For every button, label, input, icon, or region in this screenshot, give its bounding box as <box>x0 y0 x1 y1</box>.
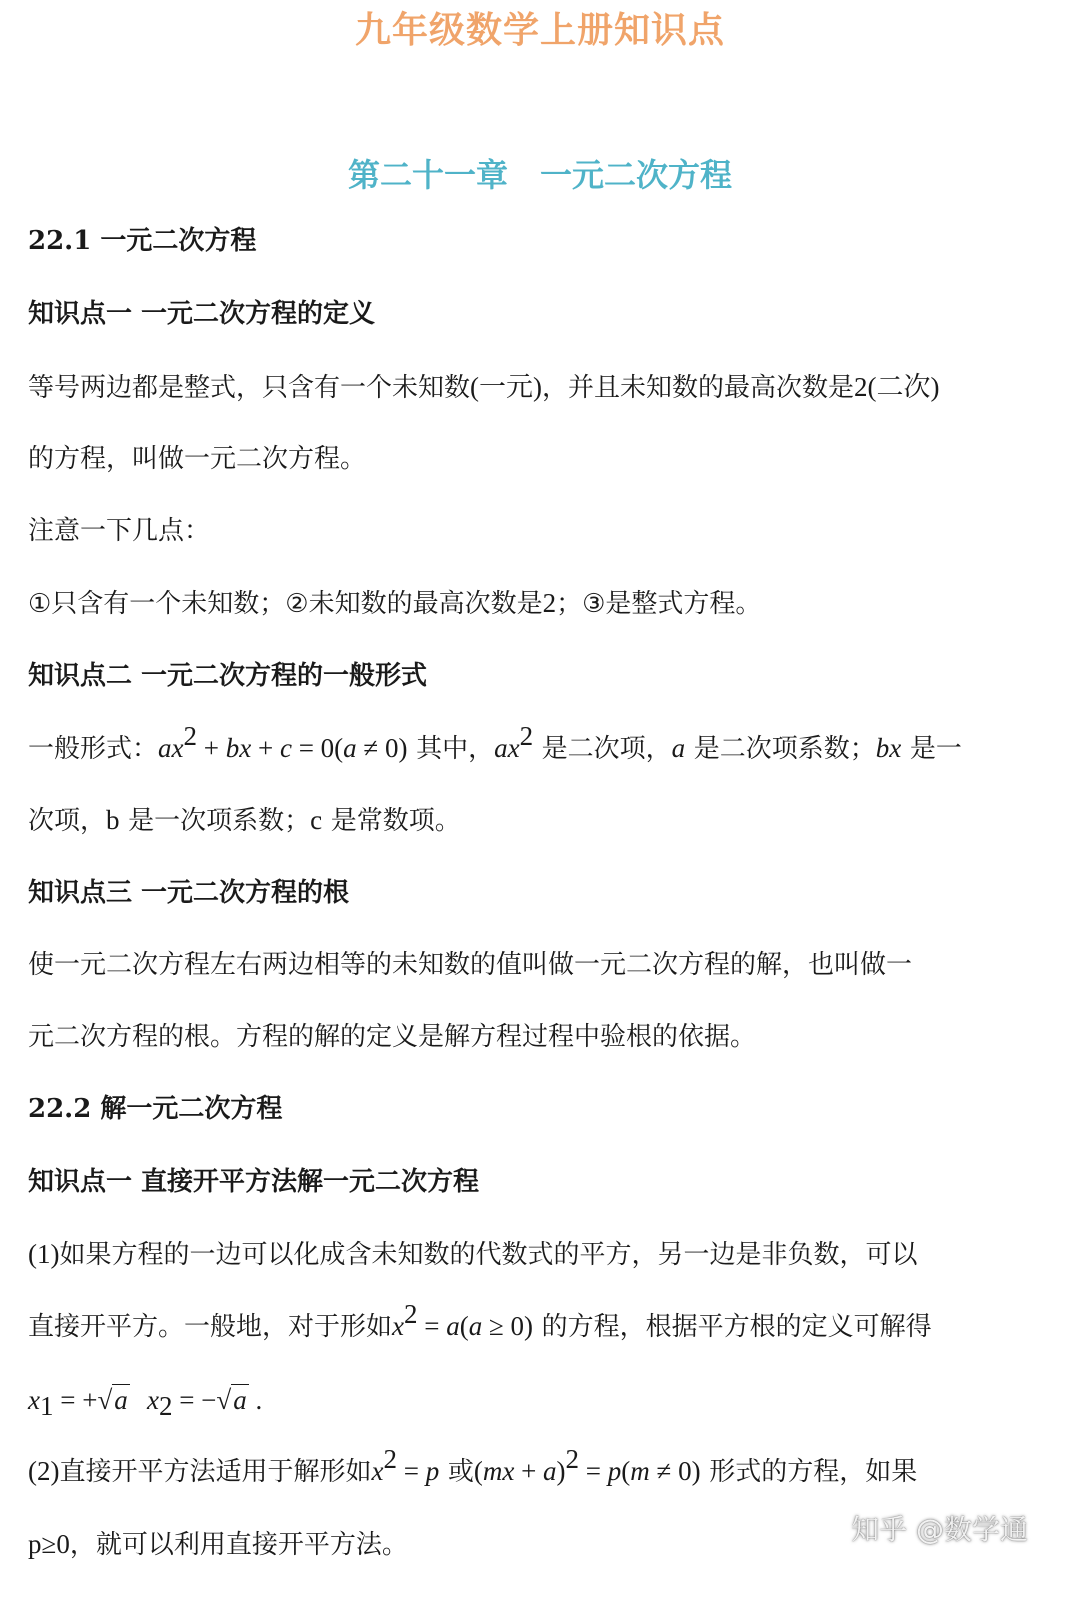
math: x <box>146 1385 159 1415</box>
math: = <box>396 1456 426 1486</box>
text: (一元) <box>470 372 542 402</box>
text: 次项， <box>28 806 107 836</box>
general-form-line-2 <box>28 803 461 838</box>
text: 是二次项， <box>541 734 672 764</box>
definition-line-1 <box>28 370 940 405</box>
exponent: 2 <box>565 1444 580 1474</box>
section-heading-22-2: 22.2 解一元二次方程 <box>28 1094 283 1124</box>
knowledge-point-3-heading: 知识点三 一元二次方程的根 <box>28 878 350 908</box>
math: x <box>392 1311 404 1341</box>
math: ( <box>621 1456 631 1486</box>
text: 的方程，根据平方根的定义可解得 <box>541 1312 932 1342</box>
text: 等号两边都是整式，只含有一个未知数 <box>28 373 471 403</box>
general-form-line-1 <box>28 721 962 766</box>
radicand: a <box>233 1385 247 1415</box>
roots-line-1: 使一元二次方程左右两边相等的未知数的值叫做一元二次方程的解，也叫做一 <box>28 950 913 980</box>
text: p≥0 <box>28 1529 70 1559</box>
exponent: 2 <box>404 1299 418 1329</box>
math: = 0( <box>291 733 344 763</box>
text: 或 <box>447 1457 474 1487</box>
text: 如果方程的一边可以化成含未知数的代数式的平方，另一边是非负数，可以 <box>59 1240 918 1270</box>
math: ax <box>494 733 520 763</box>
number: 2 <box>542 588 557 618</box>
text: (2) <box>28 1456 60 1486</box>
text: 是一 <box>909 734 962 764</box>
text: 其中， <box>416 734 495 764</box>
subscript: 1 <box>39 1391 54 1421</box>
math: x <box>371 1456 384 1486</box>
math: = <box>579 1456 608 1486</box>
text: ①只含有一个未知数；②未知数的最高次数是 <box>28 589 543 619</box>
math: bx <box>875 733 902 763</box>
section-heading-22-1: 22.1 一元二次方程 <box>28 226 257 256</box>
definition-line-2: 的方程，叫做一元二次方程。 <box>28 444 367 474</box>
math: p <box>425 1456 440 1486</box>
radicand: a <box>114 1385 128 1415</box>
math: a <box>343 733 357 763</box>
math: bx <box>225 733 252 763</box>
note-points <box>28 586 761 621</box>
math: + <box>251 733 280 763</box>
text: 直接开平方。一般地，对于形如 <box>28 1312 393 1342</box>
exponent: 2 <box>519 721 534 751</box>
math: p <box>607 1456 622 1486</box>
method-line-4 <box>28 1444 918 1489</box>
math: a <box>468 1311 483 1341</box>
roots-formula <box>28 1383 263 1421</box>
text: 形式的方程，如果 <box>709 1457 918 1487</box>
text: 直接开平方法适用于解形如 <box>59 1457 372 1487</box>
text: 一般形式： <box>28 734 159 764</box>
math: a <box>543 1456 557 1486</box>
method-line-5 <box>28 1527 408 1562</box>
roots-line-2: 元二次方程的根。方程的解的定义是解方程过程中验根的依据。 <box>28 1022 757 1052</box>
text: ，并且未知数的最高次数是 <box>542 373 855 403</box>
math: = − <box>172 1385 217 1415</box>
math: ax <box>158 733 184 763</box>
math: a <box>671 733 686 763</box>
text: ，就可以利用直接开平方法。 <box>69 1530 408 1560</box>
text: 是一次项系数； <box>128 806 311 836</box>
math: = + <box>53 1385 98 1415</box>
zhihu-watermark: 知乎 @数学通 <box>851 1513 1028 1546</box>
method-line-2 <box>28 1299 932 1344</box>
subscript: 2 <box>158 1391 173 1421</box>
math: ≠ 0) <box>649 1456 701 1486</box>
math: mx <box>482 1456 515 1486</box>
sqrt-symbol: √a <box>97 1385 128 1415</box>
sqrt-symbol: √a <box>216 1385 247 1415</box>
math: ( <box>459 1311 469 1341</box>
note-heading: 注意一下几点： <box>28 516 211 546</box>
text: 是常数项。 <box>330 806 461 836</box>
knowledge-point-4-heading: 知识点一 直接开平方法解一元二次方程 <box>28 1167 480 1197</box>
exponent: 2 <box>183 721 197 751</box>
math: ( <box>473 1456 483 1486</box>
math: ) <box>556 1456 566 1486</box>
math: x <box>28 1385 40 1415</box>
math: + <box>514 1456 544 1486</box>
math: + <box>197 733 226 763</box>
math: m <box>630 1456 650 1486</box>
math: ≠ 0) <box>356 733 408 763</box>
math: ≥ 0) <box>482 1311 534 1341</box>
text: b <box>106 805 120 835</box>
math: c <box>279 733 292 763</box>
knowledge-point-2-heading: 知识点二 一元二次方程的一般形式 <box>28 661 428 691</box>
math: a <box>446 1311 460 1341</box>
method-line-1 <box>28 1237 918 1272</box>
text: ；③是整式方程。 <box>556 589 762 619</box>
text: (1) <box>28 1239 60 1269</box>
math: = <box>417 1311 447 1341</box>
text: c <box>310 805 323 835</box>
math: . <box>248 1385 263 1415</box>
document-title: 九年级数学上册知识点 <box>354 10 725 51</box>
knowledge-point-1-heading: 知识点一 一元二次方程的定义 <box>28 299 376 329</box>
text: 2(二次) <box>854 372 940 402</box>
chapter-title: 第二十一章 一元二次方程 <box>347 156 732 194</box>
text: 是二次项系数； <box>693 734 876 764</box>
exponent: 2 <box>383 1444 397 1474</box>
